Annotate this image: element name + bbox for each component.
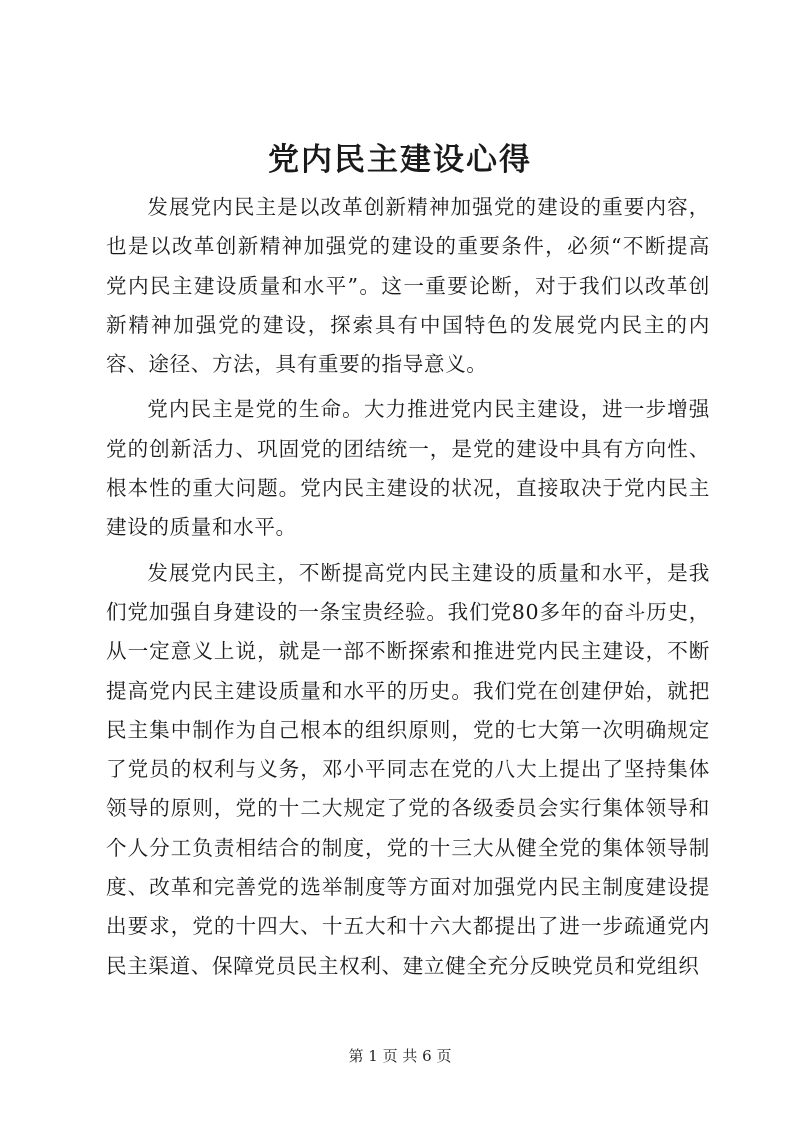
- page-number-footer: 第 1 页 共 6 页: [348, 1047, 452, 1065]
- document-title: 党内民主建设心得: [268, 142, 532, 178]
- paragraph-2: 党内民主是党的生命。大力推进党内民主建设，进一步增强党的创新活力、巩固党的团结统一，是党的建设中具有方向性、根本性的重大问题。党内民主建设的状况，直接取决于党内民主建设的质量和水平。: [106, 397, 710, 540]
- document-body: [106, 188, 710, 992]
- paragraph-1: 发展党内民主是以改革创新精神加强党的建设的重要内容，也是以改革创新精神加强党的建设的重要条件，必须“不断提高党内民主建设质量和水平”。这一重要论断，对于我们以改革创新精神加强党的建设，探索具有中国特色的发展党内民主的内容、途径、方法，具有重要的指导意义。: [106, 195, 710, 377]
- paragraph-3: 发展党内民主，不断提高党内民主建设的质量和水平，是我们党加强自身建设的一条宝贵经验。我们党80多年的奋斗历史，从一定意义上说，就是一部不断探索和推进党内民主建设，不断提高党内民主建设质量和水平的历史。我们党在创建伊始，就把民主集中制作为自己根本的组织原则，党的七大第一次明确规定了党员的权利与义务，邓小平同志在党的八大上提出了坚持集体领导的原则，党的十二大规定了党的各级委员会实行集体领导和个人分工负责相结合的制度，党的十三大从健全党的集体领导制度、改革和完善党的选举制度等方面对加强党内民主制度建设提出要求，党的十四大、十五大和十六大都提出了进一步疏通党内民主渠道、保障党员民主权利、建立健全充分反映党员和党组织: [106, 560, 710, 978]
